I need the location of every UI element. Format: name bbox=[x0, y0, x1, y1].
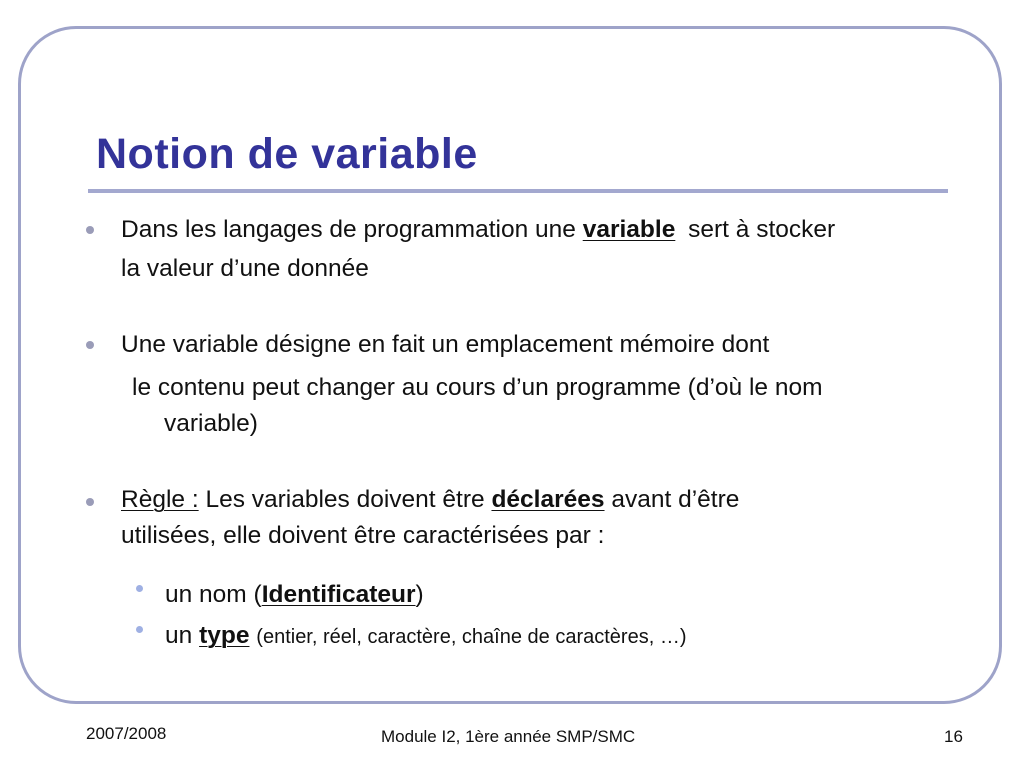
sub-bullet-dot-2 bbox=[136, 626, 143, 633]
bullet-2-line-2: le contenu peut changer au cours d’un programme (d’où le nom bbox=[132, 374, 823, 401]
rule-label: Règle : bbox=[121, 486, 199, 513]
bullet-3-text-before: Les variables doivent être bbox=[205, 486, 485, 513]
bullet-dot-1 bbox=[86, 226, 94, 234]
sub-bullet-2-text-before: un bbox=[165, 622, 193, 649]
bullet-1-text-after: sert à stocker bbox=[688, 216, 836, 243]
sub-bullet-1-keyword-identificateur: Identificateur bbox=[261, 581, 416, 608]
sub-bullet-1-text-before: un nom ( bbox=[165, 581, 262, 608]
bullet-1-keyword-variable: variable bbox=[582, 216, 676, 243]
footer-date: 2007/2008 bbox=[86, 724, 167, 743]
sub-bullet-1-text-after: ) bbox=[415, 581, 424, 608]
bullet-3-line-2: utilisées, elle doivent être caractérisées par : bbox=[121, 522, 605, 549]
title-underline-rule bbox=[88, 189, 948, 193]
sub-bullet-2-text-after: (entier, réel, caractère, chaîne de caractères, …) bbox=[256, 626, 687, 648]
slide-title: Notion de variable bbox=[96, 130, 478, 178]
bullet-3-line-1 bbox=[121, 481, 739, 519]
bullet-3-text-after: avant d’être bbox=[611, 486, 740, 513]
sub-bullet-2-keyword-type: type bbox=[199, 622, 250, 649]
bullet-dot-3 bbox=[86, 498, 94, 506]
bullet-1-line-1 bbox=[121, 211, 835, 249]
bullet-1-line-2: la valeur d’une donnée bbox=[121, 255, 369, 282]
bullet-1-text-before: Dans les langages de programmation une bbox=[121, 216, 576, 243]
sub-bullet-2 bbox=[165, 617, 686, 656]
footer-page-number: 16 bbox=[944, 727, 963, 746]
footer-module: Module I2, 1ère année SMP/SMC bbox=[381, 727, 636, 746]
sub-bullet-dot-1 bbox=[136, 585, 143, 592]
bullet-2-line-3: variable) bbox=[164, 410, 258, 437]
bullet-dot-2 bbox=[86, 341, 94, 349]
bullet-3-keyword-declarees: déclarées bbox=[491, 486, 605, 513]
bullet-2-line-1: Une variable désigne en fait un emplacement mémoire dont bbox=[121, 331, 770, 358]
sub-bullet-1 bbox=[165, 576, 424, 614]
